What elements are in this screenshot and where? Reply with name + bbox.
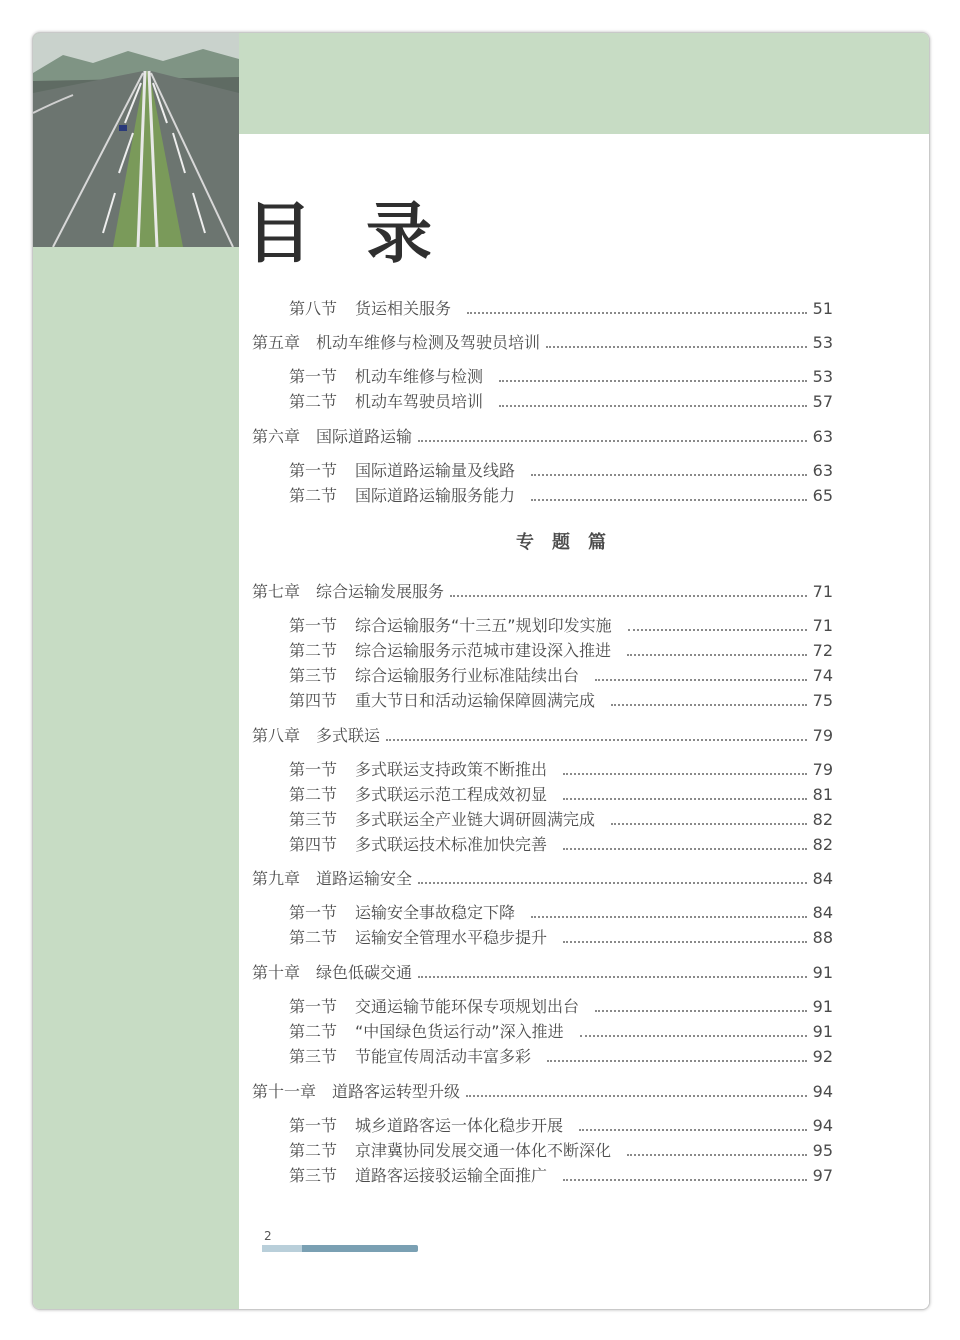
toc-number: 第一节 <box>289 616 338 635</box>
toc-chapter-row[interactable] <box>252 330 833 353</box>
toc-leader-dots <box>546 345 807 348</box>
toc-section-row[interactable] <box>289 364 833 387</box>
toc-page-number: 91 <box>812 997 833 1016</box>
toc-page-number: 57 <box>812 392 833 411</box>
page-number: 2 <box>264 1229 272 1243</box>
toc-section-row[interactable] <box>289 757 833 780</box>
toc-leader-dots <box>563 772 807 775</box>
toc-title: 交通运输节能环保专项规划出台 <box>355 997 580 1016</box>
toc-title: 多式联运支持政策不断推出 <box>355 760 548 779</box>
toc-leader-dots <box>418 881 807 884</box>
page-title: 目录 <box>246 194 486 272</box>
toc-leader-dots <box>595 1009 807 1012</box>
toc-section-row[interactable] <box>289 832 833 855</box>
toc-leader-dots <box>466 1094 807 1097</box>
toc-page-number: 53 <box>812 333 833 352</box>
toc-section-row[interactable] <box>289 613 833 636</box>
toc-chapter-row[interactable] <box>252 866 833 889</box>
toc-title: 综合运输发展服务 <box>316 582 445 601</box>
toc-leader-dots <box>580 1034 807 1037</box>
toc-title: 机动车驾驶员培训 <box>355 392 484 411</box>
toc-page-number: 94 <box>812 1116 833 1135</box>
toc-page-number: 82 <box>812 835 833 854</box>
toc-leader-dots <box>450 594 807 597</box>
toc-number: 第一节 <box>289 760 338 779</box>
toc-section-row[interactable] <box>289 296 833 319</box>
toc-page-number: 79 <box>812 726 833 745</box>
toc-section-row[interactable] <box>289 389 833 412</box>
toc-title: 运输安全管理水平稳步提升 <box>355 928 548 947</box>
toc-title: 重大节日和活动运输保障圆满完成 <box>355 691 596 710</box>
toc-title: 道路客运转型升级 <box>332 1082 461 1101</box>
toc-leader-dots <box>611 822 807 825</box>
toc-title: 道路运输安全 <box>316 869 413 888</box>
toc-page-number: 97 <box>812 1166 833 1185</box>
toc-number: 第八节 <box>289 299 338 318</box>
toc-number: 第八章 <box>252 726 301 745</box>
toc-section-row[interactable] <box>289 1019 833 1042</box>
toc-page-number: 72 <box>812 641 833 660</box>
toc-title: 机动车维修与检测及驾驶员培训 <box>316 333 541 352</box>
toc-leader-dots <box>547 1059 807 1062</box>
toc-page-number: 88 <box>812 928 833 947</box>
toc-leader-dots <box>563 1178 807 1181</box>
toc-title: 多式联运 <box>316 726 381 745</box>
toc-title: 国际道路运输 <box>316 427 413 446</box>
toc-page-number: 51 <box>812 299 833 318</box>
toc-title: 国际道路运输服务能力 <box>355 486 516 505</box>
toc-number: 第三节 <box>289 666 338 685</box>
toc-section-row[interactable] <box>289 994 833 1017</box>
toc-section-row[interactable] <box>289 688 833 711</box>
toc-page-number: 79 <box>812 760 833 779</box>
toc-number: 第一节 <box>289 367 338 386</box>
toc-page-number: 74 <box>812 666 833 685</box>
toc-number: 第七章 <box>252 582 301 601</box>
part-title: 专题篇 <box>516 532 624 553</box>
toc-page-number: 65 <box>812 486 833 505</box>
toc-section-row[interactable] <box>289 1163 833 1186</box>
toc-chapter-row[interactable] <box>252 424 833 447</box>
toc-page-number: 84 <box>812 903 833 922</box>
toc-number: 第一节 <box>289 1116 338 1135</box>
toc-number: 第九章 <box>252 869 301 888</box>
toc-page-number: 63 <box>812 427 833 446</box>
toc-leader-dots <box>467 311 807 314</box>
toc-section-row[interactable] <box>289 900 833 923</box>
toc-leader-dots <box>531 915 807 918</box>
toc-title: 机动车维修与检测 <box>355 367 484 386</box>
toc-title: 京津冀协同发展交通一体化不断深化 <box>355 1141 612 1160</box>
toc-leader-dots <box>628 628 807 631</box>
toc-title: 城乡道路客运一体化稳步开展 <box>355 1116 564 1135</box>
toc-leader-dots <box>531 498 807 501</box>
toc-number: 第二节 <box>289 1141 338 1160</box>
toc-number: 第四节 <box>289 691 338 710</box>
toc-section-row[interactable] <box>289 663 833 686</box>
toc-chapter-row[interactable] <box>252 723 833 746</box>
toc-title: 道路客运接驳运输全面推广 <box>355 1166 548 1185</box>
toc-page-number: 75 <box>812 691 833 710</box>
toc-leader-dots <box>531 473 807 476</box>
toc-number: 第二节 <box>289 1022 338 1041</box>
toc-page-number: 71 <box>812 582 833 601</box>
toc-section-row[interactable] <box>289 1138 833 1161</box>
toc-leader-dots <box>499 379 807 382</box>
toc-page-number: 82 <box>812 810 833 829</box>
toc-number: 第一节 <box>289 997 338 1016</box>
toc-chapter-row[interactable] <box>252 1079 833 1102</box>
toc-page-number: 91 <box>812 1022 833 1041</box>
toc-number: 第四节 <box>289 835 338 854</box>
toc-leader-dots <box>563 847 807 850</box>
toc-leader-dots <box>418 439 807 442</box>
toc-page-number: 81 <box>812 785 833 804</box>
toc-section-row[interactable] <box>289 1044 833 1067</box>
toc-page-number: 91 <box>812 963 833 982</box>
toc-title: 节能宣传周活动丰富多彩 <box>355 1047 532 1066</box>
toc-number: 第一节 <box>289 461 338 480</box>
toc-number: 第五章 <box>252 333 301 352</box>
toc-leader-dots <box>563 797 807 800</box>
toc-number: 第二节 <box>289 641 338 660</box>
toc-leader-dots <box>418 975 807 978</box>
toc-number: 第三节 <box>289 1166 338 1185</box>
toc-title: 综合运输服务行业标准陆续出台 <box>355 666 580 685</box>
toc-leader-dots <box>499 404 807 407</box>
toc-leader-dots <box>563 940 807 943</box>
toc-page-number: 95 <box>812 1141 833 1160</box>
toc-section-row[interactable] <box>289 1113 833 1136</box>
toc-leader-dots <box>627 1153 807 1156</box>
toc-title: 绿色低碳交通 <box>316 963 413 982</box>
toc-leader-dots <box>627 653 807 656</box>
page-number-bar-accent <box>262 1245 302 1252</box>
toc-number: 第十一章 <box>252 1082 317 1101</box>
toc-number: 第三节 <box>289 1047 338 1066</box>
toc-page-number: 71 <box>812 616 833 635</box>
toc-number: 第二节 <box>289 785 338 804</box>
toc-chapter-row[interactable] <box>252 960 833 983</box>
toc-number: 第六章 <box>252 427 301 446</box>
toc-section-row[interactable] <box>289 782 833 805</box>
toc-title: 多式联运示范工程成效初显 <box>355 785 548 804</box>
toc-title: 国际道路运输量及线路 <box>355 461 516 480</box>
toc-title: 运输安全事故稳定下降 <box>355 903 516 922</box>
toc-title: 多式联运技术标准加快完善 <box>355 835 548 854</box>
toc-page-number: 94 <box>812 1082 833 1101</box>
toc-page-number: 63 <box>812 461 833 480</box>
toc-section-row[interactable] <box>289 483 833 506</box>
toc-number: 第一节 <box>289 903 338 922</box>
toc-number: 第二节 <box>289 392 338 411</box>
toc-leader-dots <box>611 703 807 706</box>
toc-title: 多式联运全产业链大调研圆满完成 <box>355 810 596 829</box>
toc-section-row[interactable] <box>289 458 833 481</box>
toc-title: 货运相关服务 <box>355 299 452 318</box>
toc-page-number: 92 <box>812 1047 833 1066</box>
toc-leader-dots <box>386 738 807 741</box>
toc-page-number: 84 <box>812 869 833 888</box>
toc-leader-dots <box>579 1128 807 1131</box>
toc-number: 第十章 <box>252 963 301 982</box>
toc-number: 第三节 <box>289 810 338 829</box>
highway-photo <box>33 33 239 247</box>
toc-section-row[interactable] <box>289 638 833 661</box>
toc-number: 第二节 <box>289 486 338 505</box>
toc-section-row[interactable] <box>289 807 833 830</box>
toc-number: 第二节 <box>289 928 338 947</box>
toc-section-row[interactable] <box>289 925 833 948</box>
toc-chapter-row[interactable] <box>252 579 833 602</box>
toc-page-number: 53 <box>812 367 833 386</box>
toc-title: 综合运输服务“十三五”规划印发实施 <box>355 616 612 635</box>
toc-leader-dots <box>595 678 807 681</box>
toc-title: 综合运输服务示范城市建设深入推进 <box>355 641 612 660</box>
toc-title: “中国绿色货运行动”深入推进 <box>355 1022 564 1041</box>
